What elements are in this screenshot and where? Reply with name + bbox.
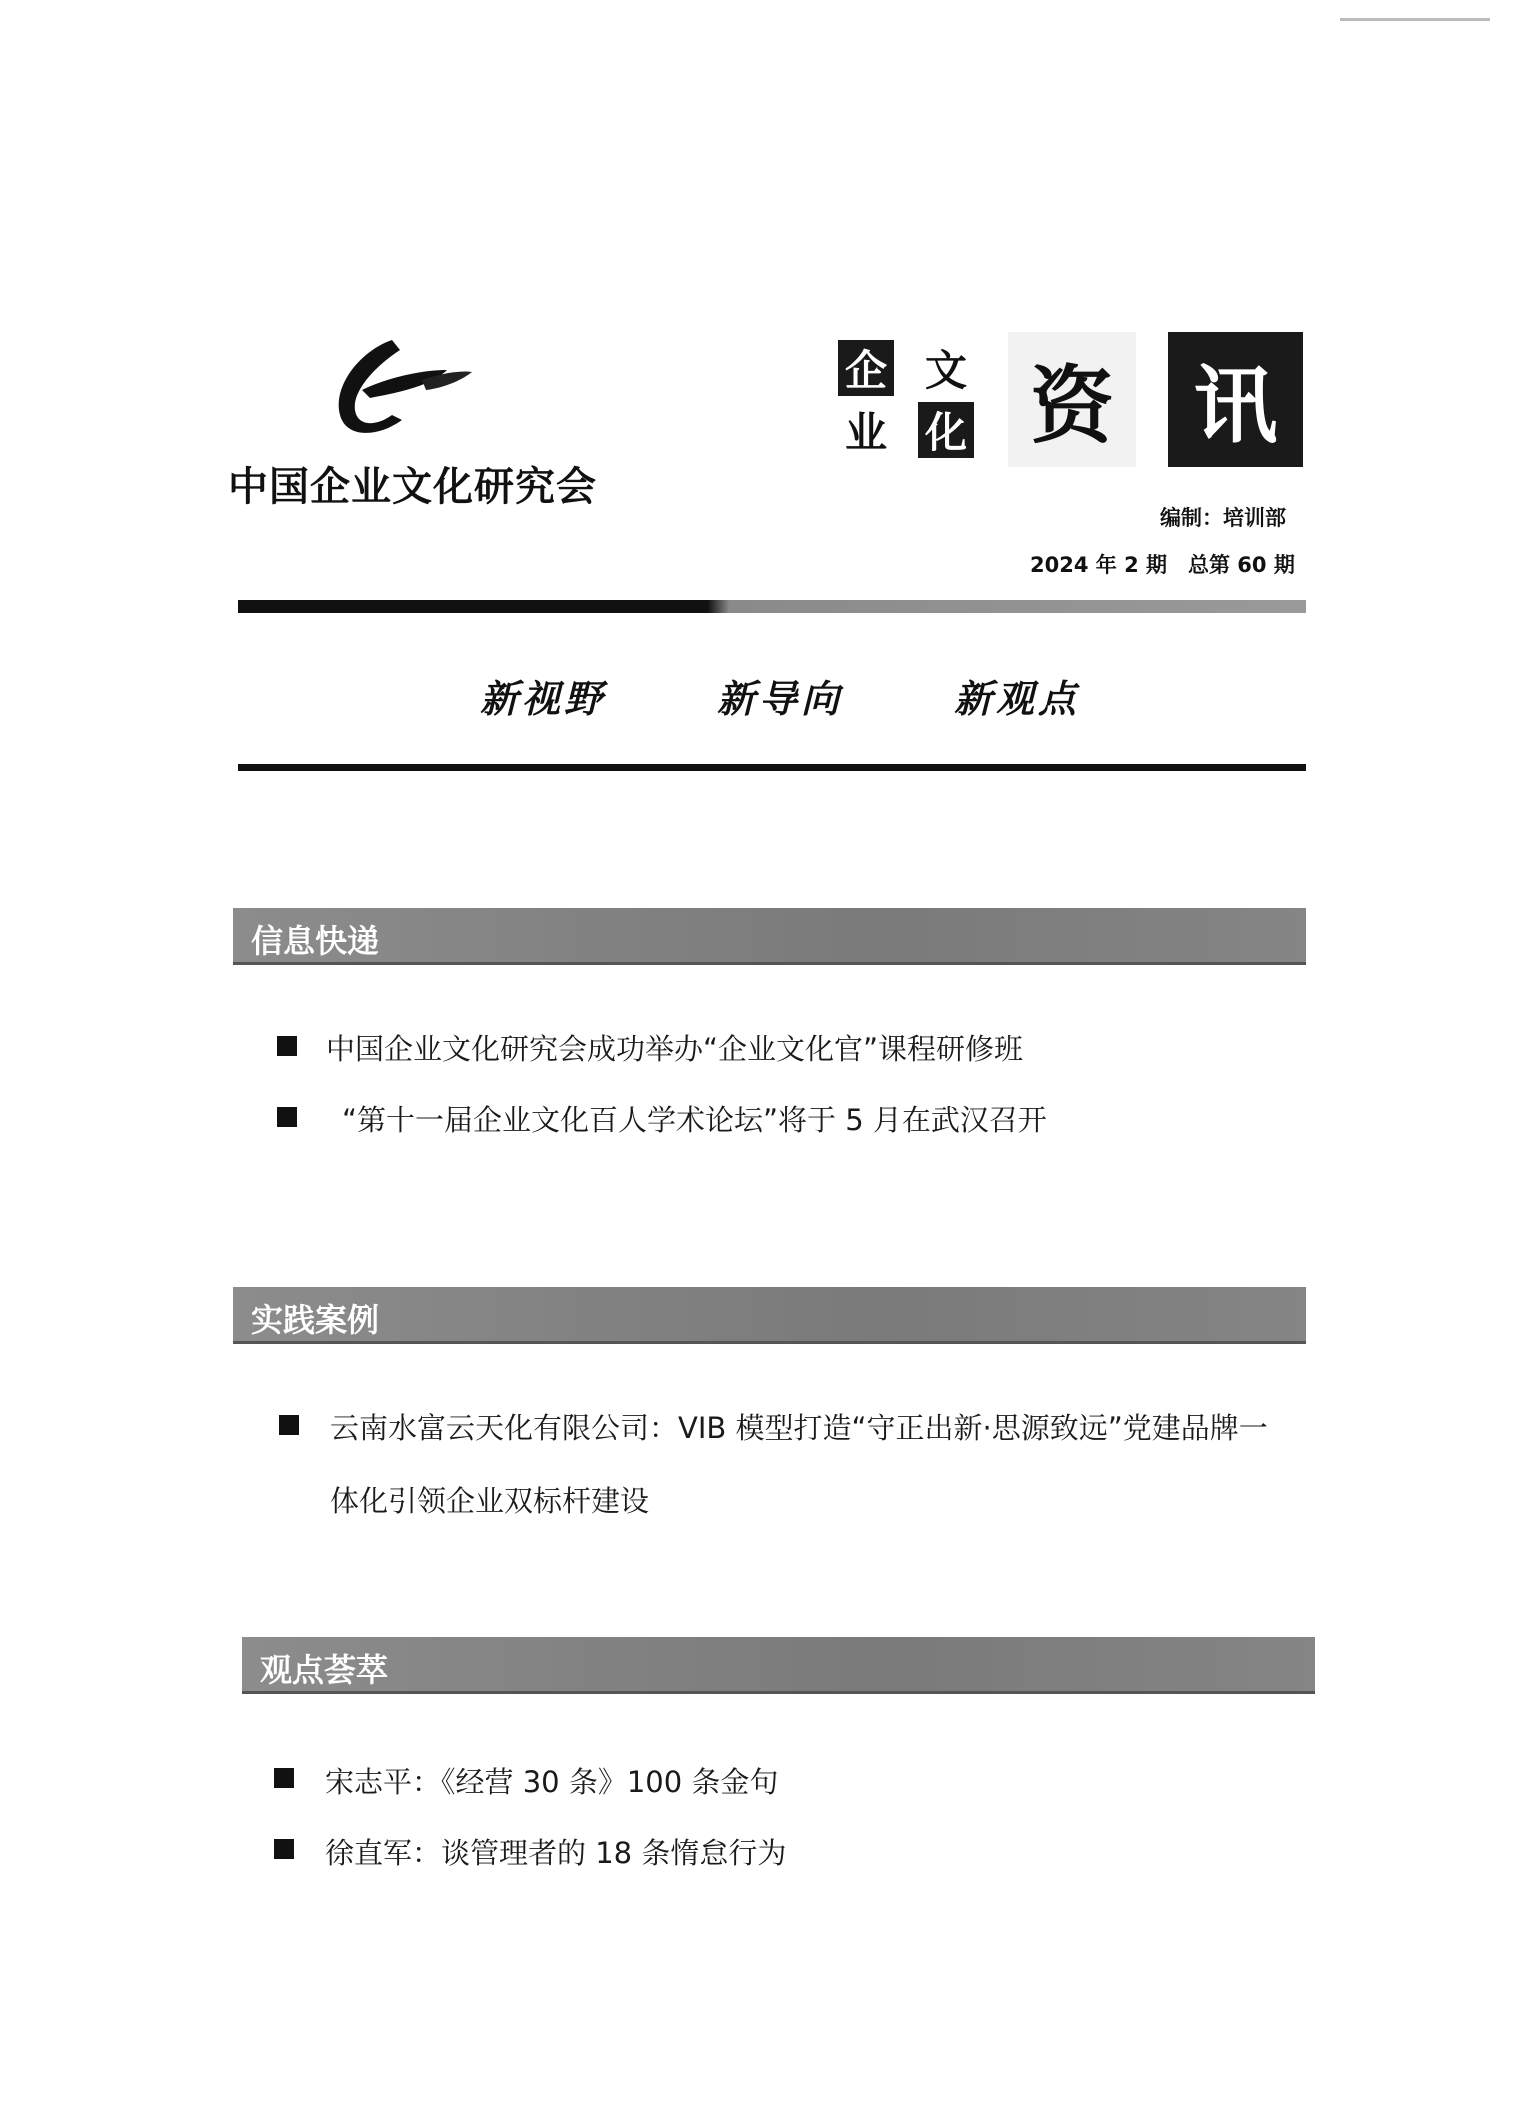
slogan-1: 新视野 [480,676,607,721]
list-item[interactable]: 徐直军：谈管理者的 18 条惰怠行为 [325,1836,787,1870]
list-item[interactable]: “第十一届企业文化百人学术论坛”将于 5 月在武汉召开 [342,1103,1047,1137]
title-char-xun: 讯 [1168,332,1303,467]
scan-artifact-line [1340,18,1490,21]
editor-label: 编制：培训部 [1160,506,1286,530]
title-char-ye: 业 [844,408,887,457]
list-item[interactable]: 云南水富云天化有限公司：VIB 模型打造“守正出新·思源致远”党建品牌一 [330,1411,1268,1445]
masthead-title [838,332,1308,472]
list-item-continuation[interactable]: 体化引领企业双标杆建设 [330,1484,650,1518]
title-char-wen: 文 [924,346,967,395]
black-square-bullet-icon [274,1839,294,1859]
brush-e-logo-icon [322,330,482,445]
title-char-hua: 化 [918,402,974,458]
section-title: 信息快递 [251,922,380,960]
section-title: 观点荟萃 [260,1651,389,1689]
header-divider-top [238,600,1306,613]
section-header-cases [233,1287,1306,1344]
title-char-qi: 企 [838,340,894,396]
section-header-viewpoints [242,1637,1315,1694]
black-square-bullet-icon [277,1036,297,1056]
title-char-zi: 资 [1008,332,1136,467]
section-title: 实践案例 [251,1301,380,1339]
slogan-3: 新观点 [953,676,1080,721]
slogan-row [480,668,1080,723]
organization-name: 中国企业文化研究会 [228,464,597,510]
slogan-2: 新导向 [716,676,843,721]
issue-number: 2024 年 2 期 总第 60 期 [1030,553,1295,577]
header-divider-bottom [238,764,1306,771]
section-header-news [233,908,1306,965]
list-item[interactable]: 中国企业文化研究会成功举办“企业文化官”课程研修班 [326,1032,1024,1066]
list-item[interactable]: 宋志平：《经营 30 条》100 条金句 [325,1765,779,1799]
black-square-bullet-icon [279,1415,299,1435]
black-square-bullet-icon [274,1768,294,1788]
black-square-bullet-icon [277,1107,297,1127]
